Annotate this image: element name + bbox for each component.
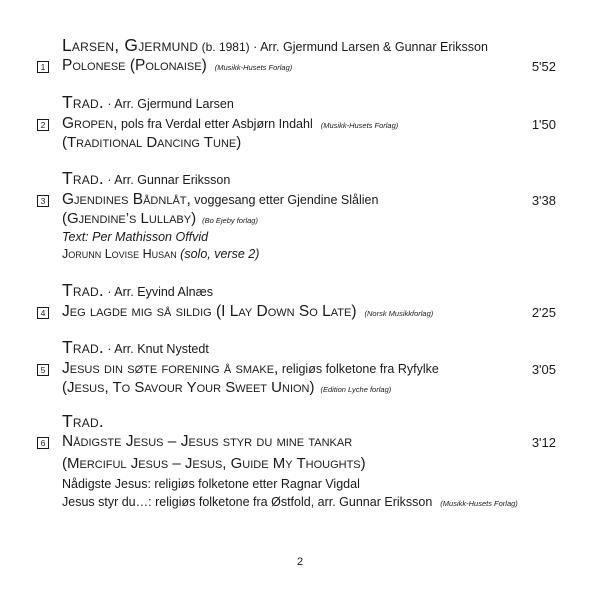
composer-line [62,281,213,301]
track-note-2: Jesus styr du…: religiøs folketone fra Østfold, arr. Gunnar Eriksson [62,495,433,509]
track-title: Gropen, [62,115,118,132]
track-title-desc: pols fra Verdal etter Asbjørn Indahl [117,117,313,131]
track-title-line [62,303,433,323]
track-duration: 1'50 [531,117,556,132]
composer-name: Trad. [62,280,104,300]
composer-line [62,338,209,358]
publisher: (Musikk-Husets Forlag) [214,63,293,72]
track-subtitle: (Gjendine’s Lullaby) [62,210,197,227]
track-duration: 3'12 [531,435,556,450]
track-duration: 3'38 [531,193,556,208]
soloist-credit [62,246,259,262]
arranger-credit: · Arr. Gjermund Larsen [103,97,234,111]
track-title-desc: religiøs folketone fra Ryfylke [278,362,439,376]
publisher: (Musikk-Husets Forlag) [440,499,518,508]
page-number: 2 [296,556,304,568]
track-number-box: 2 [37,119,49,131]
arranger-credit: · Arr. Knut Nystedt [103,342,209,356]
composer-line [62,36,488,56]
track-title: Jeg lagde mig så sildig (I Lay Down So Late) [62,303,357,320]
track-title-line [62,115,398,135]
track-note-1: Nådigste Jesus: religiøs folketone etter Ragnar Vigdal [62,477,360,491]
composer-name: Larsen, Gjermund [62,35,199,55]
publisher: (Bo Ejeby forlag) [202,216,258,225]
track-subtitle: (Merciful Jesus – Jesus, Guide My Thoughts) [62,455,366,472]
publisher: (Edition Lyche forlag) [320,385,392,394]
track-subtitle: (Jesus, To Savour Your Sweet Union) [62,379,315,396]
soloist-name: Jorunn Lovise Husan [62,247,177,261]
composer-dates: (b. 1981) [198,40,250,54]
arranger-credit: · Arr. Gunnar Eriksson [103,173,231,187]
track-title-line [62,191,378,209]
track-subtitle-line [62,210,258,230]
track-number-box: 6 [37,437,49,449]
arranger-credit: · Arr. Eyvind Alnæs [103,285,213,299]
soloist-role: (solo, verse 2) [176,247,260,261]
track-number-box: 3 [37,195,49,207]
composer-name: Trad. [62,92,104,112]
track-title-line [62,360,439,378]
track-title: Nådigste Jesus – Jesus styr du mine tankar [62,433,353,450]
track-number-box: 4 [37,307,49,319]
track-title-line [62,57,292,77]
composer-name: Trad. [62,168,104,188]
track-title-line [62,433,352,451]
track-title: Gjendines Bådnlåt, [62,191,191,208]
arranger-credit: · Arr. Gjermund Larsen & Gunnar Eriksson [249,40,488,54]
composer-name: Trad. [62,337,104,357]
track-subtitle-line [62,379,391,399]
track-duration: 5'52 [531,59,556,74]
track-number-box: 5 [37,364,49,376]
composer-line [62,412,104,432]
text-credit-label: Text: Per Mathisson Offvid [62,230,209,244]
composer-name: Trad. [62,411,104,431]
track-title: Polonese [62,57,126,74]
text-credit [62,229,208,245]
track-duration: 3'05 [531,362,556,377]
track-subtitle: (Traditional Dancing Tune) [62,134,242,151]
composer-line [62,93,234,113]
track-title: Jesus din søte forening å smake, [62,360,279,377]
composer-line [62,169,230,189]
track-duration: 2'25 [531,305,556,320]
publisher: (Musikk-Husets Forlag) [320,121,399,130]
track-title-desc: (Polonaise) [125,57,207,74]
publisher: (Norsk Musikkforlag) [364,309,434,318]
track-title-desc: voggesang etter Gjendine Slålien [190,193,379,207]
track-note-2-line [62,494,518,512]
track-number-box: 1 [37,61,49,73]
